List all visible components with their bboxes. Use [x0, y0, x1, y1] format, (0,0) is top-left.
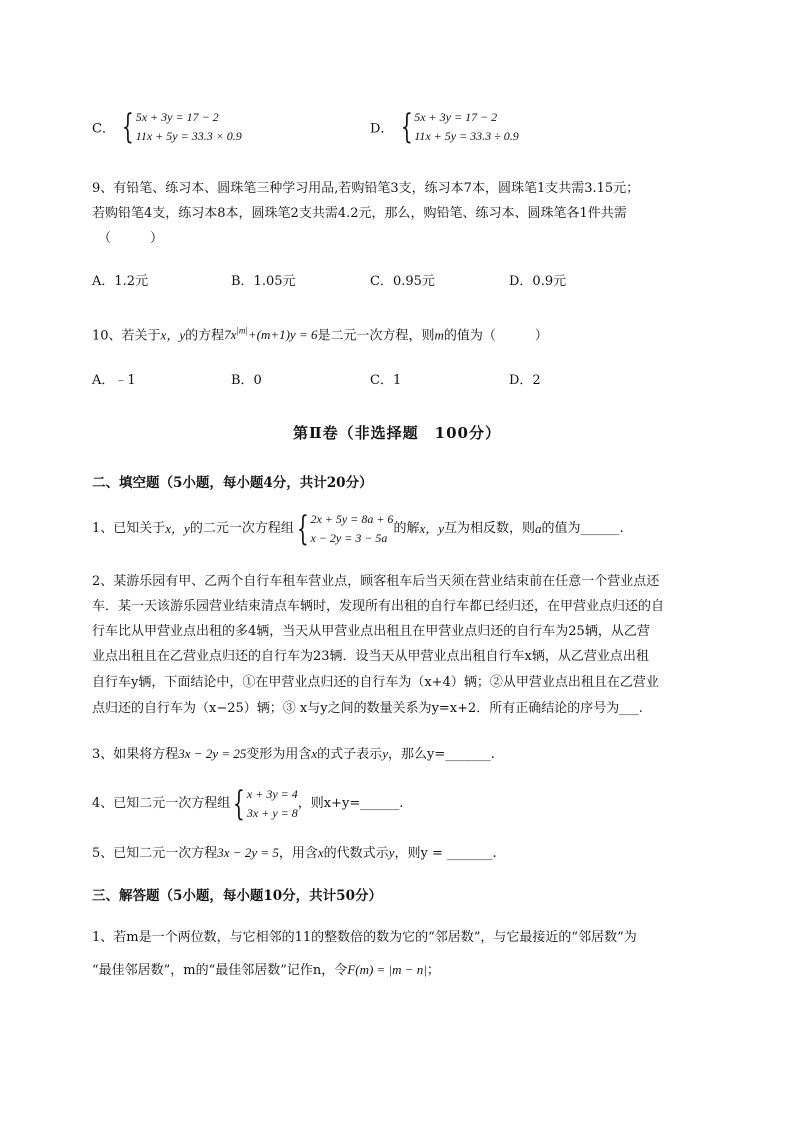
q8-option-d-system [398, 108, 519, 146]
s2-q1-system: { 2x + 5y = 8a + 6 x − 2y = 3 − 5a [296, 509, 394, 549]
part2-title: 第Ⅱ卷（非选择题 100分） [293, 424, 501, 442]
s2-q2-line-4: 业点出租且在乙营业点归还的自行车为23辆．设当天从甲营业点出租自行车x辆，从乙营业点出租 [92, 649, 649, 664]
q10-question: 10、若关于x，y的方程$7x^{|m|}+(m+1)y = 6$是二元一次方程，则m的值为（ ） [92, 326, 548, 344]
q8-c-eq2: 11x + 5y = 33.3 × 0.9 [135, 129, 242, 143]
s2-q5: 5、已知二元一次方程3x − 2y = 5，用含x的代数式示y，则y = _______. [92, 845, 497, 861]
s3-q1-formula: F(m) = |m − n| [347, 962, 427, 977]
q8-option-d-label: D． [370, 121, 394, 137]
s2-q3: 3、如果将方程3x − 2y = 25变形为用含x的式子表示y，那么y=_______. [92, 746, 495, 762]
left-brace-icon: { [296, 509, 309, 549]
left-brace-icon: { [400, 107, 413, 147]
s2-q2-line-2: 车．某一天该游乐园营业结束清点车辆时，发现所有出租的自行车都已经归还，在甲营业点归还的自 [92, 599, 665, 614]
q10-option-d[interactable]: D．2 [509, 373, 541, 388]
q8-option-c[interactable] [92, 108, 242, 146]
q10-option-a[interactable]: A．﹣1 [92, 373, 136, 388]
q9-option-d[interactable]: D．0.9元 [509, 274, 567, 289]
section3-heading: 三、解答题（5小题，每小题10分，共计50分） [92, 888, 382, 904]
s2-q2-line-5: 自行车y辆，下面结论中，①在甲营业点归还的自行车为（x+4）辆；②从甲营业点出租且在乙营业 [92, 675, 659, 690]
q10-option-c[interactable]: C．1 [370, 373, 402, 388]
q8-d-eq2: 11x + 5y = 33.3 ÷ 0.9 [414, 129, 519, 143]
q9-line-3: （ ） [98, 231, 164, 246]
q9-option-a[interactable]: A．1.2元 [92, 274, 149, 289]
q8-option-d[interactable] [370, 108, 519, 146]
q9-line-2: 若购铅笔4支，练习本8本，圆珠笔2支共需4.2元，那么，购铅笔、练习本、圆珠笔各1件共需 [92, 206, 627, 221]
section2-heading: 二、填空题（5小题，每小题4分，共计20分） [92, 475, 373, 491]
s2-q4: 4、已知二元一次方程组 { x + 3y = 4 3x + y = 8 ，则x+y=______. [92, 784, 404, 824]
left-brace-icon: { [233, 784, 246, 824]
q8-option-c-label: C． [92, 121, 115, 137]
s3-q1-line-2: “最佳邻居数”，m的“最佳邻居数”记作n，令F(m) = |m − n|； [92, 962, 440, 978]
s2-q2-line-6: 点归还的自行车为（x−25）辆；③ x与y之间的数量关系为y=x+2．所有正确结论的序号为___. [92, 701, 643, 716]
q9-option-c[interactable]: C．0.95元 [370, 274, 435, 289]
q8-c-eq1: 5x + 3y = 17 − 2 [135, 110, 219, 124]
q9-line-1: 9、有铅笔、练习本、圆珠笔三种学习用品,若购铅笔3支，练习本7本，圆珠笔1支共需3.15元； [92, 181, 640, 196]
q8-option-c-system [119, 108, 242, 146]
q10-option-b[interactable]: B．0 [231, 373, 262, 388]
q8-d-eq1: 5x + 3y = 17 − 2 [414, 110, 498, 124]
s2-q2-line-1: 2、某游乐园有甲、乙两个自行车租车营业点，顾客租车后当天须在营业结束前在任意一个营业点还 [92, 574, 660, 589]
s2-q1: 1、已知关于x，y的二元一次方程组 { 2x + 5y = 8a + 6 x − 2y = 3 − 5a 的解x，y互为相反数，则a的值为______. [92, 509, 624, 549]
q9-option-b[interactable]: B．1.05元 [231, 274, 296, 289]
s2-q4-system: { x + 3y = 4 3x + y = 8 [233, 784, 298, 824]
s3-q1-line-1: 1、若m是一个两位数，与它相邻的11的整数倍的数为它的“邻居数”，与它最接近的“邻居数”为 [92, 930, 637, 945]
q10-equation: $7x^{|m|}+(m+1)y = 6$ [224, 326, 318, 343]
s2-q2-line-3: 行车比从甲营业点出租的多4辆，当天从甲营业点出租且在甲营业点归还的自行车为25辆，从乙营 [92, 624, 650, 639]
left-brace-icon: { [121, 107, 134, 147]
